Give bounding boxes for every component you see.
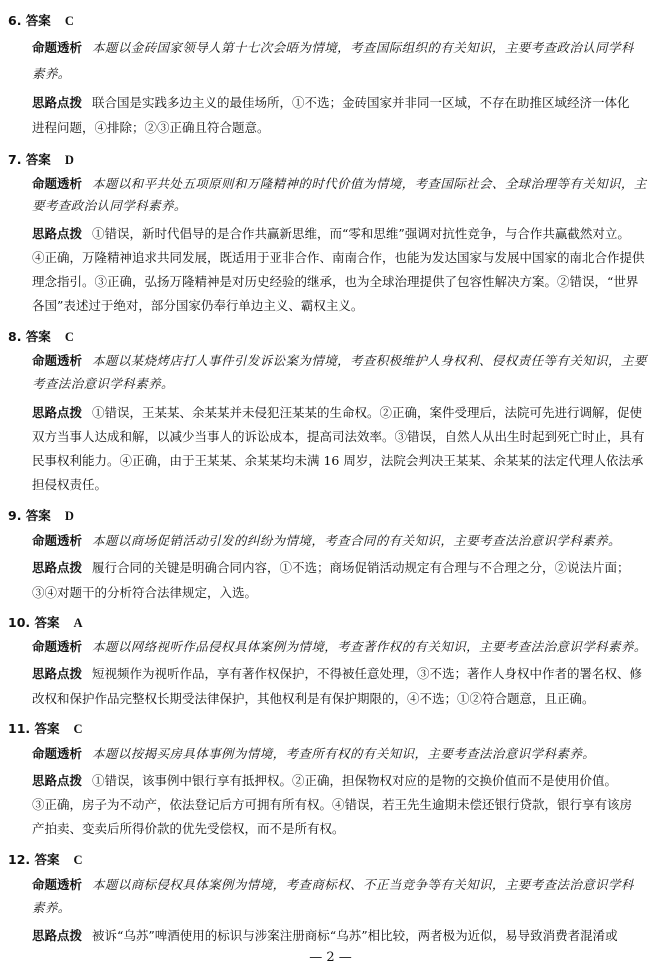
analysis-label: 命题透析: [32, 877, 83, 892]
analysis-line: [32, 176, 651, 192]
answer-line: [8, 719, 83, 737]
hint-label: 思路点拨: [32, 560, 83, 575]
analysis-continued: [32, 376, 651, 392]
analysis-line: [32, 40, 651, 56]
hint-text-cont: ④正确，万隆精神追求共同发展，既适用于亚非合作、南南合作，也能为发达国家与发展中国家的南北合作提供: [32, 250, 645, 265]
page-number: — 2 —: [309, 950, 352, 965]
hint-label: 思路点拨: [32, 928, 83, 943]
answer-label: 8. 答案: [8, 329, 51, 344]
hint-continued: [32, 429, 651, 445]
analysis-text: 本题以某烧烤店打人事件引发诉讼案为情境，考查积极维护人身权利、侵权责任等有关知识，主要: [92, 353, 647, 368]
analysis-text: 本题以金砖国家领导人第十七次会晤为情境，考查国际组织的有关知识，主要考查政治认同学科: [92, 40, 634, 55]
analysis-label: 命题透析: [32, 353, 83, 368]
hint-text: 联合国是实践多边主义的最佳场所，①不选；金砖国家并非同一区域，不存在助推区域经济一体化: [92, 95, 630, 110]
answer-line: [8, 850, 83, 868]
analysis-text: 本题以网络视听作品侵权具体案例为情境，考查著作权的有关知识，主要考查法治意识学科素养。: [92, 639, 647, 654]
analysis-text-cont: 素养。: [32, 900, 71, 915]
analysis-line: [32, 353, 651, 369]
analysis-label: 命题透析: [32, 533, 83, 548]
analysis-label: 命题透析: [32, 746, 83, 761]
hint-text-cont: ③正确，房子为不动产，依法登记后方可拥有所有权。④错误，若王先生逾期未偿还银行贷款，银行享有该房: [32, 797, 633, 812]
answer-letter: D: [64, 153, 74, 167]
analysis-text-cont: 考查法治意识学科素养。: [32, 376, 174, 391]
analysis-continued: [32, 900, 651, 916]
analysis-text: 本题以按揭买房具体事例为情境，考查所有权的有关知识，主要考查法治意识学科素养。: [92, 746, 596, 761]
analysis-line: [32, 639, 651, 655]
analysis-label: 命题透析: [32, 176, 83, 191]
answer-label: 12. 答案: [8, 852, 60, 867]
hint-text-cont: 改权和保护作品完整权长期受法律保护，其他权利是有保护期限的，④不选；①②符合题意，且正确。: [32, 691, 595, 706]
analysis-label: 命题透析: [32, 639, 83, 654]
hint-text: ①错误，该事例中银行享有抵押权。②正确，担保物权对应的是物的交换价值而不是使用价值。: [92, 773, 618, 788]
analysis-line: [32, 533, 651, 549]
hint-text-cont: 民事权利能力。④正确，由于王某某、余某某均未满 16 周岁，法院会判决王某某、余某某的法定代理人依法承: [32, 453, 644, 468]
answer-letter: C: [64, 14, 74, 28]
answer-letter: D: [64, 509, 74, 523]
answer-letter: C: [73, 853, 83, 867]
hint-continued: [32, 797, 651, 813]
hint-continued: [32, 585, 651, 601]
hint-text: 履行合同的关键是明确合同内容，①不选；商场促销活动规定有合理与不合理之分，②说法片面；: [92, 560, 630, 575]
hint-line: [32, 95, 651, 111]
hint-line: [32, 773, 651, 789]
analysis-text-cont: 要考查政治认同学科素养。: [32, 198, 187, 213]
hint-label: 思路点拨: [32, 405, 83, 420]
hint-text: ①错误，王某某、余某某并未侵犯汪某某的生命权。②正确，案件受理后，法院可先进行调解，促使: [92, 405, 643, 420]
hint-text-cont: 担侵权责任。: [32, 477, 108, 492]
hint-continued: [32, 120, 651, 136]
analysis-label: 命题透析: [32, 40, 83, 55]
hint-continued: [32, 477, 651, 493]
hint-text: 短视频作为视听作品，享有著作权保护，不得被任意处理，③不选；著作人身权中作者的署名权、修: [92, 666, 643, 681]
answer-line: [8, 327, 74, 345]
hint-continued: [32, 274, 651, 290]
answer-line: [8, 150, 74, 168]
analysis-text: 本题以和平共处五项原则和万隆精神的时代价值为情境，考查国际社会、全球治理等有关知识，主: [92, 176, 647, 191]
analysis-line: [32, 746, 651, 762]
hint-continued: [32, 298, 651, 314]
answer-line: [8, 11, 74, 29]
answer-label: 11. 答案: [8, 721, 60, 736]
analysis-line: [32, 877, 651, 893]
analysis-text: 本题以商场促销活动引发的纠纷为情境，考查合同的有关知识，主要考查法治意识学科素养。: [92, 533, 621, 548]
answer-letter: C: [73, 722, 83, 736]
analysis-text: 本题以商标侵权具体案例为情境，考查商标权、不正当竞争等有关知识，主要考查法治意识学科: [92, 877, 634, 892]
analysis-continued: [32, 198, 651, 214]
hint-text: 合作共赢新思维，而“零和思维”强调对抗性竞争，与合作共赢截然对立。: [229, 226, 630, 241]
hint-text-cont: 双方当事人达成和解，以减少当事人的诉讼成本，提高司法效率。③错误，自然人从出生时起到死亡时止，具有: [32, 429, 645, 444]
answer-letter: A: [73, 616, 83, 630]
answer-label: 6. 答案: [8, 13, 51, 28]
hint-label: 思路点拨: [32, 226, 83, 241]
hint-line: [32, 666, 651, 682]
hint-label: 思路点拨: [32, 95, 83, 110]
analysis-continued: [32, 66, 651, 82]
hint-text-cont: ③④对题干的分析符合法律规定，入选。: [32, 585, 258, 600]
hint-continued: [32, 821, 651, 837]
hint-continued: [32, 453, 651, 469]
hint-line: [32, 226, 651, 242]
hint-label: 思路点拨: [32, 773, 83, 788]
hint-label: 思路点拨: [32, 666, 83, 681]
hint-continued: [32, 691, 651, 707]
analysis-text-cont: 素养。: [32, 66, 71, 81]
answer-label: 9. 答案: [8, 508, 51, 523]
hint-line: [32, 405, 651, 421]
answer-line: [8, 506, 74, 524]
hint-continued: [32, 250, 651, 266]
hint-line: [32, 560, 651, 576]
hint-text-pre: ①错误，新时代倡导的是: [92, 226, 230, 241]
answer-letter: C: [64, 330, 74, 344]
hint-text-cont: 进程问题，④排除；②③正确且符合题意。: [32, 120, 270, 135]
hint-line: [32, 928, 651, 944]
answer-label: 7. 答案: [8, 152, 51, 167]
answer-line: [8, 613, 83, 631]
hint-text: 被诉“乌苏”啤酒使用的标识与涉案注册商标“乌苏”相比较，两者极为近似，易导致消费者混淆或: [92, 928, 618, 943]
answer-label: 10. 答案: [8, 615, 60, 630]
hint-text-cont: 各国”表述过于绝对，部分国家仍奉行单边主义、霸权主义。: [32, 298, 364, 313]
hint-text-cont: 产拍卖、变卖后所得价款的优先受偿权，而不是所有权。: [32, 821, 345, 836]
hint-text-cont: 理念指引。③正确，弘扬万隆精神是对历史经验的继承，也为全球治理提供了包容性解决方案。②错误，“世界: [32, 274, 639, 289]
